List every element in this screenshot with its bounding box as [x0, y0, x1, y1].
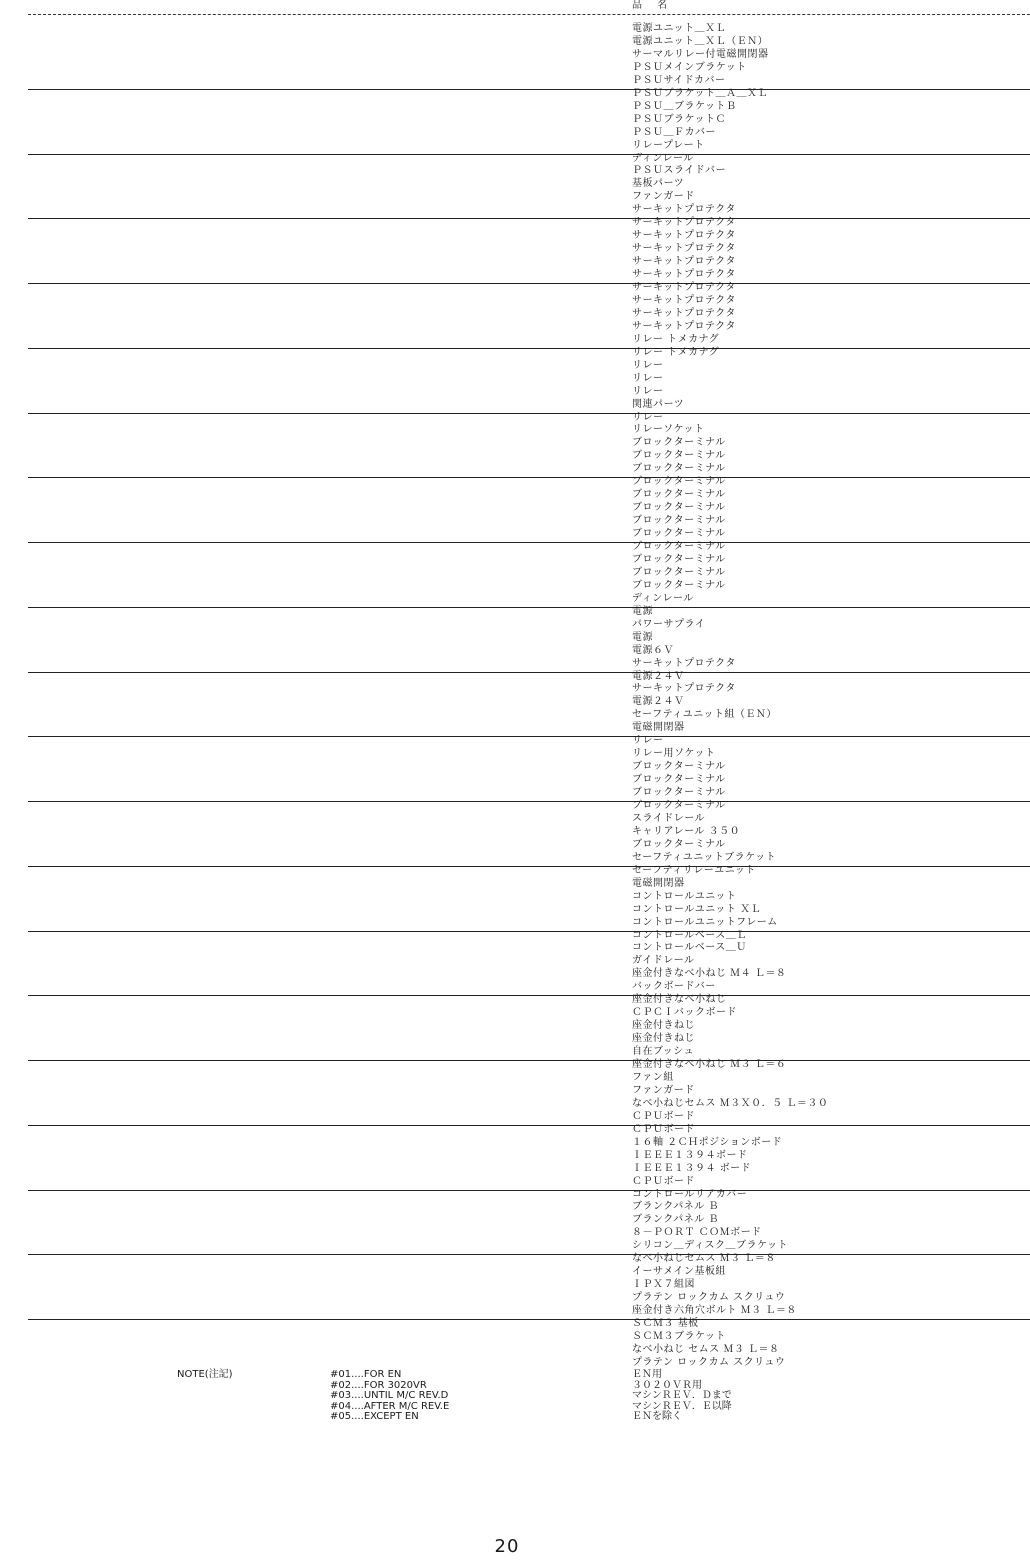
part-name: ＰＳＵサイドカバー — [632, 75, 726, 86]
part-name: 電源 — [632, 606, 653, 617]
part-name: ＰＳＵブラケットＣ — [632, 114, 726, 125]
note-description: マシンＲＥＶ．Ｄまで — [632, 1390, 732, 1401]
part-name: 電源２４Ｖ — [632, 696, 685, 707]
part-name: リレー用ソケット — [632, 748, 716, 759]
part-name: セーフティリレーユニット — [632, 865, 756, 876]
part-name: ディンレール — [632, 153, 694, 164]
note-code: #02....FOR 3020VR — [330, 1380, 427, 1391]
part-name: ブロックターミナル — [632, 463, 726, 474]
part-name: ファン組 — [632, 1072, 674, 1083]
part-name: サーキットプロテクタ — [632, 230, 736, 241]
part-name: サーマルリレー付電磁開閉器 — [632, 49, 769, 60]
part-name: ブランクパネル Ｂ — [632, 1214, 719, 1225]
part-name: イーサメイン基板組 — [632, 1266, 726, 1277]
part-name: サーキットプロテクタ — [632, 243, 736, 254]
part-name: ブランクパネル Ｂ — [632, 1201, 719, 1212]
part-name: サーキットプロテクタ — [632, 295, 736, 306]
header-dashed-rule — [28, 14, 1030, 15]
part-name: リレー — [632, 373, 664, 384]
note-description: マシンＲＥＶ．Ｅ以降 — [632, 1401, 732, 1412]
part-name: ＣＰＵボード — [632, 1111, 695, 1122]
part-name: コントロールユニットフレーム — [632, 917, 778, 928]
note-code: #01....FOR EN — [330, 1369, 402, 1380]
part-name: リレープレート — [632, 140, 705, 151]
part-name: コントロールリアカバー — [632, 1189, 748, 1200]
part-name: ブロックターミナル — [632, 787, 726, 798]
part-name: ガイドレール — [632, 955, 695, 966]
part-name: 座金付きなべ小ねじ Ｍ３ Ｌ＝６ — [632, 1059, 787, 1070]
part-name: ブロックターミナル — [632, 502, 726, 513]
part-name: なべ小ねじセムス Ｍ３ Ｌ＝８ — [632, 1253, 776, 1264]
part-name: ブロックターミナル — [632, 580, 726, 591]
part-name: リレーソケット — [632, 424, 705, 435]
part-name: ファンガード — [632, 191, 695, 202]
note-code: #05....EXCEPT EN — [330, 1411, 419, 1422]
part-name: バックボードバー — [632, 981, 716, 992]
page-number: 20 — [494, 1536, 520, 1557]
part-name: ＰＳＵスライドバー — [632, 165, 726, 176]
part-name: コントロールユニット — [632, 891, 737, 902]
part-name: セーフティユニット組（ＥＮ） — [632, 709, 777, 720]
part-name: ＣＰＣＩバックボード — [632, 1007, 737, 1018]
part-name: リレー — [632, 412, 664, 423]
part-name: ＳＣＭ３ブラケット — [632, 1331, 726, 1342]
part-name: ＩＥＥＥ１３９４ ボード — [632, 1163, 752, 1174]
part-name: ブロックターミナル — [632, 528, 726, 539]
part-name: 電磁開閉器 — [632, 722, 685, 733]
part-name: サーキットプロテクタ — [632, 217, 736, 228]
part-name: 電源ユニット＿ＸＬ — [632, 23, 727, 34]
part-name: なべ小ねじ セムス Ｍ３ Ｌ＝８ — [632, 1344, 780, 1355]
part-name: コントロールベース＿Ｕ — [632, 942, 747, 953]
part-name: ＰＳＵメインブラケット — [632, 62, 747, 73]
part-name: ブロックターミナル — [632, 800, 726, 811]
part-name: 電源 — [632, 632, 653, 643]
part-name: ブロックターミナル — [632, 839, 726, 850]
part-name: 座金付き六角穴ボルト Ｍ３ Ｌ＝８ — [632, 1305, 797, 1316]
part-name: 自在ブッシュ — [632, 1046, 695, 1057]
part-name: リレー トメカナグ — [632, 334, 720, 345]
part-name: リレー トメカナグ — [632, 347, 720, 358]
part-name: 電源ユニット＿ＸＬ（ＥＮ） — [632, 36, 769, 47]
part-name: サーキットプロテクタ — [632, 282, 736, 293]
part-name: ブロックターミナル — [632, 774, 726, 785]
part-name: ブロックターミナル — [632, 554, 726, 565]
part-name: セーフティユニットブラケット — [632, 852, 777, 863]
part-name: ブロックターミナル — [632, 450, 726, 461]
part-name: ブロックターミナル — [632, 761, 726, 772]
part-name: 関連パーツ — [632, 399, 685, 410]
part-name: 座金付きねじ — [632, 1033, 695, 1044]
part-name: ＰＳＵ＿ブラケットＢ — [632, 101, 737, 112]
part-name: １６軸 ２ＣＨポジションボード — [632, 1137, 783, 1148]
note-description: ＥＮを除く — [632, 1411, 682, 1422]
part-name: ブロックターミナル — [632, 489, 726, 500]
note-code: #03....UNTIL M/C REV.D — [330, 1390, 449, 1401]
part-name: スライドレール — [632, 813, 705, 824]
part-name: リレー — [632, 735, 664, 746]
part-name: 電源６Ｖ — [632, 645, 674, 656]
part-name: ブロックターミナル — [632, 515, 726, 526]
notes-label: NOTE(注記) — [177, 1369, 233, 1380]
part-name: ディンレール — [632, 593, 694, 604]
part-name: ＩＰＸ７組図 — [632, 1279, 695, 1290]
part-name: サーキットプロテクタ — [632, 269, 736, 280]
part-name: ブロックターミナル — [632, 476, 726, 487]
part-name: ブロックターミナル — [632, 567, 726, 578]
part-name: ＣＰＵボード — [632, 1176, 695, 1187]
part-name: 座金付きなべ小ねじ Ｍ４ Ｌ＝８ — [632, 968, 787, 979]
part-name: サーキットプロテクタ — [632, 658, 736, 669]
note-description: ＥＮ用 — [632, 1369, 662, 1380]
part-name: サーキットプロテクタ — [632, 256, 736, 267]
part-name: コントロールユニット ＸＬ — [632, 904, 762, 915]
part-name: ブロックターミナル — [632, 541, 726, 552]
part-name: プラテン ロックカム スクリュウ — [632, 1357, 786, 1368]
part-name: 電磁開閉器 — [632, 878, 685, 889]
note-description: ３０２０ＶＲ用 — [632, 1380, 702, 1391]
part-name: なべ小ねじセムス Ｍ３Ｘ０．５ Ｌ＝３０ — [632, 1098, 829, 1109]
part-name: コントロールベース＿Ｌ — [632, 930, 747, 941]
part-name: サーキットプロテクタ — [632, 308, 736, 319]
part-name: ブロックターミナル — [632, 437, 726, 448]
part-name: キャリアレール ３５０ — [632, 826, 741, 837]
part-name: ファンガード — [632, 1085, 695, 1096]
part-name: 電源２４Ｖ — [632, 671, 685, 682]
part-name: ＳＣＭ３ 基板 — [632, 1318, 699, 1329]
part-name: パワーサプライ — [632, 619, 706, 630]
part-name: ＣＰＵボード — [632, 1124, 695, 1135]
name-column-header: 品 名 — [632, 0, 674, 11]
part-name: 座金付きねじ — [632, 1020, 695, 1031]
part-name: リレー — [632, 386, 664, 397]
part-name: プラテン ロックカム スクリュウ — [632, 1292, 786, 1303]
part-name: ＩＥＥＥ１３９４ボード — [632, 1150, 748, 1161]
part-name: サーキットプロテクタ — [632, 683, 736, 694]
part-name: リレー — [632, 360, 664, 371]
part-name: ８－ＰＯＲＴ ＣＯＭボード — [632, 1227, 762, 1238]
part-name: ＰＳＵ＿Ｆカバー — [632, 127, 716, 138]
part-name: ＰＳＵブラケット＿Ａ＿ＸＬ — [632, 88, 768, 99]
part-name: 座金付きなべ小ねじ — [632, 994, 727, 1005]
part-name: サーキットプロテクタ — [632, 204, 736, 215]
part-name: サーキットプロテクタ — [632, 321, 736, 332]
note-code: #04....AFTER M/C REV.E — [330, 1401, 450, 1412]
part-name: シリコン＿ディスク＿ブラケット — [632, 1240, 788, 1251]
part-name: 基板パーツ — [632, 178, 685, 189]
